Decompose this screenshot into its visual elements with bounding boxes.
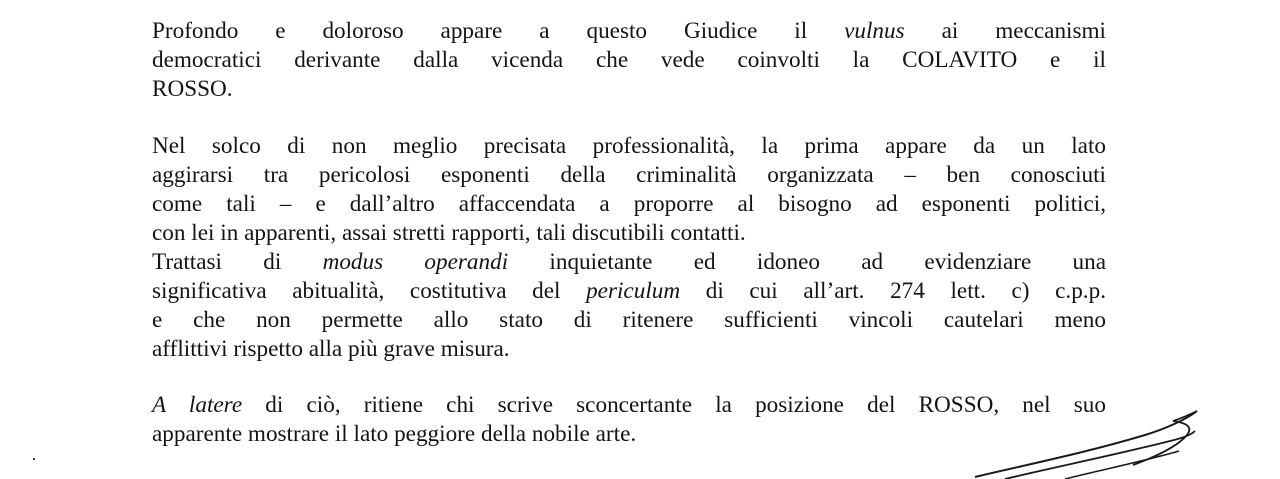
paragraph-a-latere (152, 391, 1106, 449)
text-line: Profondo e doloroso appare a questo Giudice il vulnus ai meccanismi (152, 18, 1106, 44)
text-line: e che non permette allo stato di ritenere sufficienti vincoli cautelari meno (152, 307, 1106, 333)
text-line: Nel solco di non meglio precisata professionalità, la prima appare da un lato (152, 133, 1106, 159)
paragraph-professionalita (152, 132, 1106, 364)
text-line: come tali – e dall’altro affaccendata a proporre al bisogno ad esponenti politici, (152, 191, 1106, 217)
text-line: apparente mostrare il lato peggiore della nobile arte. (152, 421, 637, 447)
text-line: democratici derivante dalla vicenda che vede coinvolti la COLAVITO e il (152, 47, 1106, 73)
text-line: Trattasi di modus operandi inquietante ed idoneo ad evidenziare una (152, 249, 1107, 275)
text-line: ROSSO. (152, 76, 233, 102)
text-line: afflittivi rispetto alla più grave misura. (152, 336, 510, 362)
scan-speck (33, 458, 35, 460)
handwritten-signature (965, 405, 1205, 479)
text-line: con lei in apparenti, assai stretti rapporti, tali discutibili contatti. (152, 220, 746, 246)
text-line: significativa abitualità, costitutiva del periculum di cui all’art. 274 lett. c) c.p.p. (152, 278, 1106, 304)
paragraph-vulnus (152, 17, 1106, 104)
text-line: A latere di ciò, ritiene chi scrive sconcertante la posizione del ROSSO, nel suo (152, 392, 1106, 418)
text-line: aggirarsi tra pericolosi esponenti della criminalità organizzata – ben conosciuti (152, 162, 1106, 188)
